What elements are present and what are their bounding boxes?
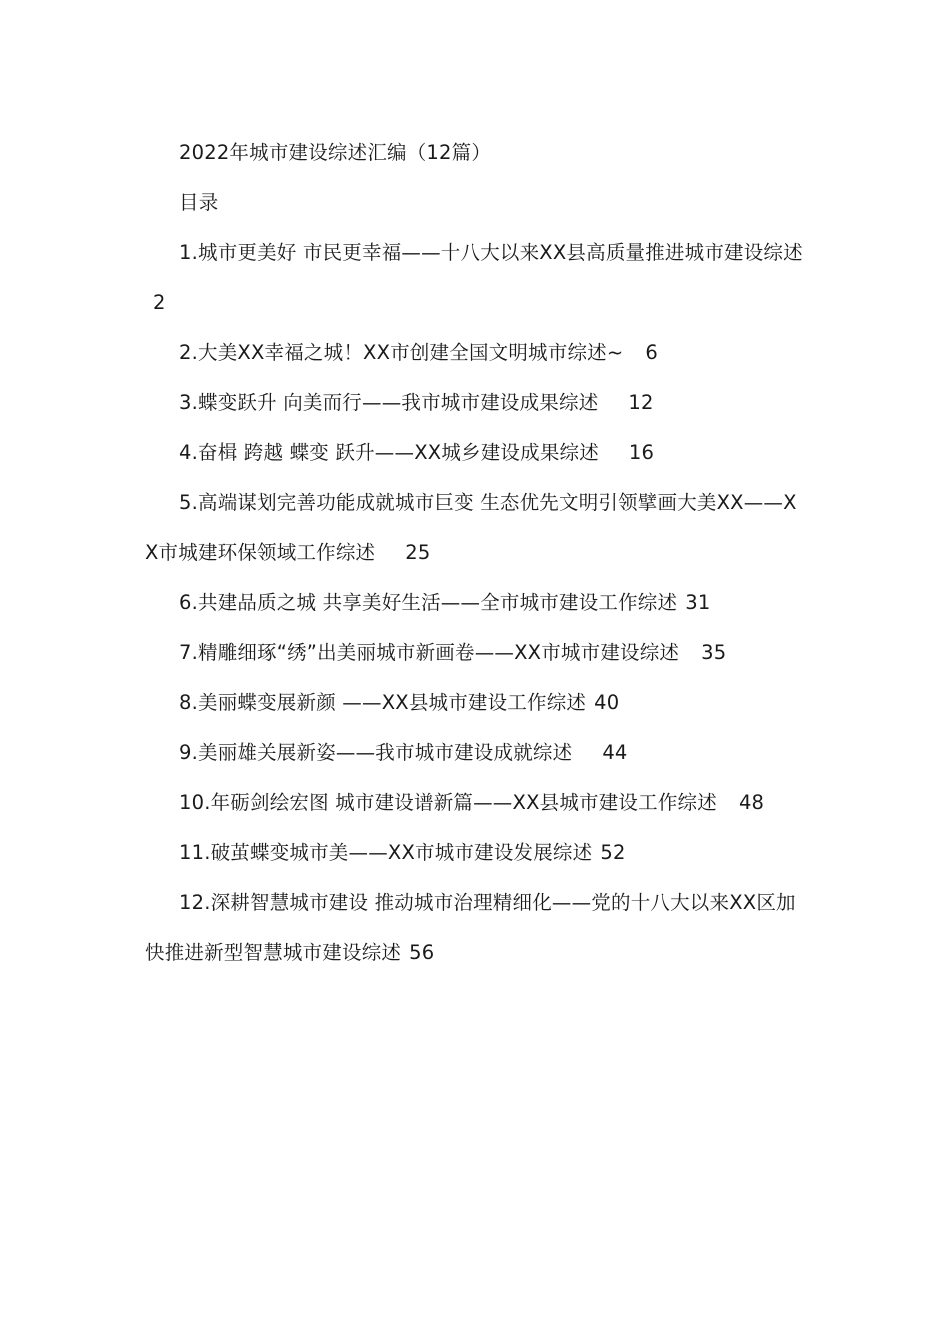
toc-entry-text: 11.破茧蝶变城市美——XX市城市建设发展综述 bbox=[179, 841, 593, 864]
toc-entry-text: 12.深耕智慧城市建设 推动城市治理精细化——党的十八大以来XX区加快推进新型智慧城市建设综述 bbox=[145, 891, 796, 964]
toc-entry-8[interactable] bbox=[145, 678, 810, 728]
toc-entry-page: 12 bbox=[628, 391, 654, 414]
toc-entry-text: 3.蝶变跃升 向美而行——我市城市建设成果综述 bbox=[179, 391, 599, 414]
document-body bbox=[145, 128, 810, 978]
toc-entry-page: 48 bbox=[738, 791, 765, 814]
toc-entry-text: 9.美丽雄关展新姿——我市城市建设成就综述 bbox=[179, 741, 573, 764]
toc-entry-page: 35 bbox=[701, 641, 727, 664]
toc-entry-6[interactable] bbox=[145, 578, 810, 628]
toc-entry-page: 25 bbox=[405, 541, 431, 564]
toc-entry-2[interactable] bbox=[145, 328, 810, 378]
toc-entry-page: 2 bbox=[153, 291, 166, 314]
toc-entry-text: 6.共建品质之城 共享美好生活——全市城市建设工作综述 bbox=[179, 591, 678, 614]
toc-entry-page: 52 bbox=[600, 841, 626, 864]
toc-entry-page: 16 bbox=[628, 441, 655, 464]
toc-heading bbox=[145, 178, 810, 228]
toc-entry-7[interactable] bbox=[145, 628, 810, 678]
toc-entry-text: 2.大美XX幸福之城！XX市创建全国文明城市综述~ bbox=[179, 341, 624, 364]
toc-entry-text: 4.奋楫 跨越 蝶变 跃升——XX城乡建设成果综述 bbox=[179, 441, 599, 464]
toc-entry-text: 7.精雕细琢“绣”出美丽城市新画卷——XX市城市建设综述 bbox=[179, 641, 680, 664]
document-title-text: 2022年城市建设综述汇编（12篇） bbox=[179, 141, 492, 164]
toc-entry-10[interactable] bbox=[145, 778, 810, 828]
toc-heading-text: 目录 bbox=[179, 191, 219, 214]
toc-entry-page: 44 bbox=[602, 741, 628, 764]
document-title bbox=[145, 128, 810, 178]
toc-entry-9[interactable] bbox=[145, 728, 810, 778]
toc-entry-3[interactable] bbox=[145, 378, 810, 428]
toc-entry-12[interactable] bbox=[145, 878, 810, 978]
toc-entry-text: 1.城市更美好 市民更幸福——十八大以来XX县高质量推进城市建设综述 bbox=[179, 241, 803, 264]
toc-entry-page: 40 bbox=[594, 691, 620, 714]
toc-entry-text: 5.高端谋划完善功能成就城市巨变 生态优先文明引领擘画大美XX——XX市城建环保领域工作综述 bbox=[145, 491, 797, 564]
toc-entry-page: 31 bbox=[685, 591, 711, 614]
toc-entry-text: 8.美丽蝶变展新颜 ——XX县城市建设工作综述 bbox=[179, 691, 587, 714]
toc-entry-text: 10.年砺剑绘宏图 城市建设谱新篇——XX县城市建设工作综述 bbox=[179, 791, 717, 814]
toc-entry-5[interactable] bbox=[145, 478, 810, 578]
toc-entry-1[interactable] bbox=[145, 228, 810, 328]
toc-entry-page: 6 bbox=[645, 341, 658, 364]
toc-entry-page: 56 bbox=[409, 941, 435, 964]
toc-entry-4[interactable] bbox=[145, 428, 810, 478]
toc-entry-11[interactable] bbox=[145, 828, 810, 878]
